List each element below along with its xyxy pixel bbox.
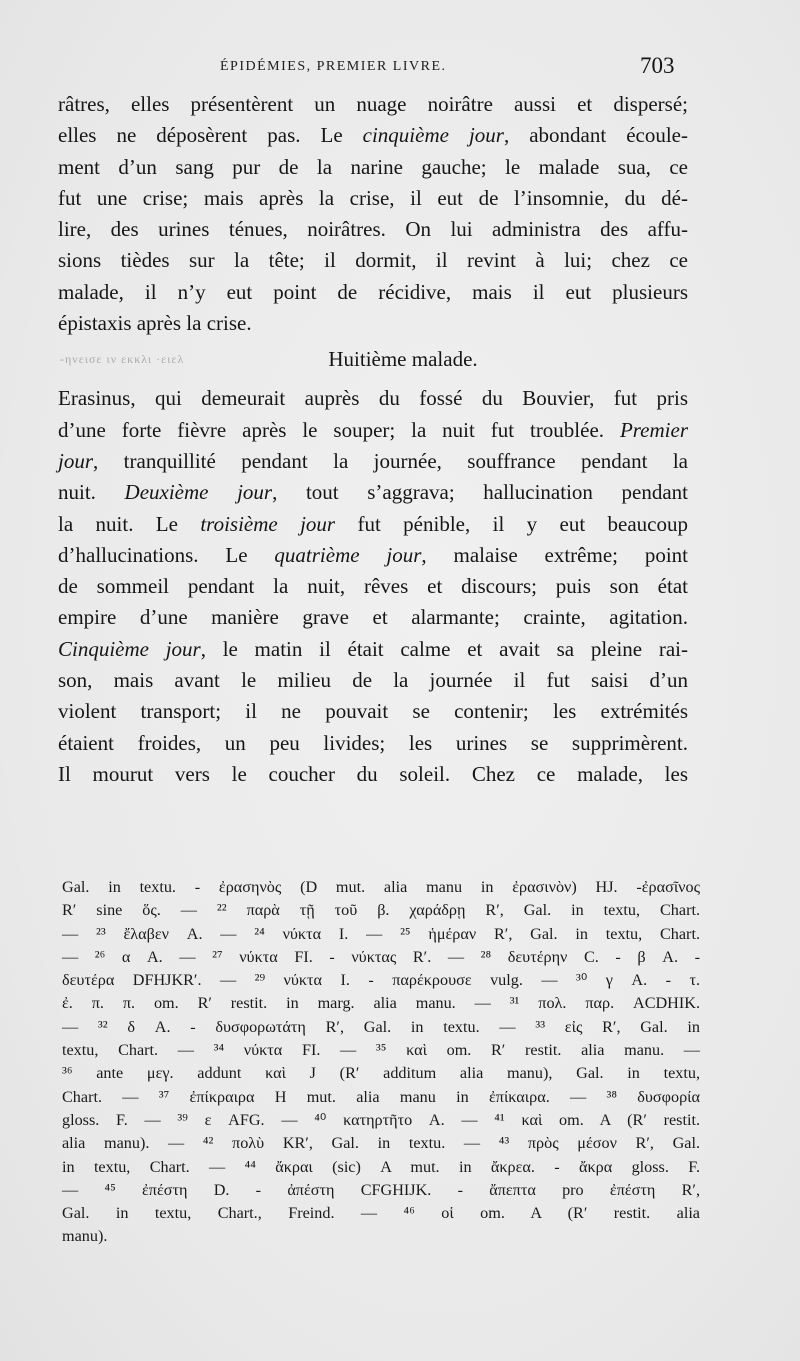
text-line: ment d’un sang pur de la narine gauche; le malade sua, ce xyxy=(58,154,688,179)
text-line: nuit. Deuxième jour, tout s’aggrava; hallucination pendant xyxy=(58,480,688,505)
text-line: épistaxis après la crise. xyxy=(58,311,252,336)
footnote-line: in textu, Chart. — ⁴⁴ ἄκραι (sic) A mut. in ἄκρεα. - ἄκρα gloss. F. xyxy=(62,1157,700,1176)
bleed-through-text: -ηνεισε ιν εκκλι ·ειελ xyxy=(60,352,185,366)
text-line: râtres, elles présentèrent un nuage noirâtre aussi et dispersé; xyxy=(58,92,688,116)
text-line: étaient froides, un peu livides; les urines se supprimèrent. xyxy=(58,730,688,755)
text-line: d’hallucinations. Le quatrième jour, malaise extrême; point xyxy=(58,542,688,567)
running-head xyxy=(0,55,800,81)
footnote-line: manu). xyxy=(62,1227,108,1246)
text-line: elles ne déposèrent pas. Le cinquième jour, abondant écoule- xyxy=(58,123,688,148)
text-line: Erasinus, qui demeurait auprès du fossé du Bouvier, fut pris xyxy=(58,386,688,411)
footnote-line: — ⁴⁵ ἐπέστη D. - ἀπέστη CFGHIJK. - ἄπεπτα pro ἐπέστη R′, xyxy=(62,1180,700,1199)
footnote-line: alia manu). — ⁴² πολὺ KR′, Gal. in textu. — ⁴³ πρὸς μέσον R′, Gal. xyxy=(62,1134,700,1153)
footnote-line: — ³² δ A. - δυσφορωτάτη R′, Gal. in textu. — ³³ εἰς R′, Gal. in xyxy=(62,1017,700,1036)
footnote-line: R′ sine ὅς. — ²² παρὰ τῇ τοῦ β. χαράδρῃ R′, Gal. in textu, Chart. xyxy=(62,901,700,920)
text-line: lire, des urines ténues, noirâtres. On lui administra des affu- xyxy=(58,217,688,242)
footnote-line: Chart. — ³⁷ ἐπίκραιρα H mut. alia manu in ἐπίκαιρα. — ³⁸ δυσφορία xyxy=(62,1087,700,1106)
text-line: jour, tranquillité pendant la journée, souffrance pendant la xyxy=(58,448,688,473)
running-title: ÉPIDÉMIES, PREMIER LIVRE. xyxy=(220,59,447,74)
text-line: malade, il n’y eut point de récidive, mais il eut plusieurs xyxy=(58,279,688,304)
text-line: Il mourut vers le coucher du soleil. Chez ce malade, les xyxy=(58,761,688,786)
footnote-line: Gal. in textu, Chart., Freind. — ⁴⁶ οἱ om. A (R′ restit. alia xyxy=(62,1204,700,1223)
footnote-line: δευτέρα DFHJKR′. — ²⁹ νύκτα I. - παρέκρουσε vulg. — ³⁰ γ A. - τ. xyxy=(62,971,700,990)
text-line: la nuit. Le troisième jour fut pénible, il y eut beaucoup xyxy=(58,511,688,536)
footnote-line: Gal. in textu. - ἐρασηνὸς (D mut. alia manu in ἐρασινὸν) HJ. -ἐρασῖνος xyxy=(62,878,700,896)
footnote-line: gloss. F. — ³⁹ ε AFG. — ⁴⁰ κατηρτῆτο A. — ⁴¹ καὶ om. A (R′ restit. xyxy=(62,1110,700,1129)
text-line: violent transport; il ne pouvait se contenir; les extrémités xyxy=(58,699,688,724)
footnote-line: textu, Chart. — ³⁴ νύκτα FI. — ³⁵ καὶ om. R′ restit. alia manu. — xyxy=(62,1041,700,1060)
footnote-line: ἐ. π. π. om. R′ restit. in marg. alia manu. — ³¹ πολ. παρ. ACDHIK. xyxy=(62,994,700,1013)
footnotes xyxy=(62,876,700,1249)
text-line: sions tièdes sur la tête; il dormit, il revint à lui; chez ce xyxy=(58,248,688,273)
text-line: de sommeil pendant la nuit, rêves et discours; puis son état xyxy=(58,574,688,599)
text-line: son, mais avant le milieu de la journée il fut saisi d’un xyxy=(58,668,688,693)
text-line: Cinquième jour, le matin il était calme et avait sa pleine rai- xyxy=(58,636,688,661)
footnote-line: — ²⁶ α A. — ²⁷ νύκτα FI. - νύκτας R′. — ²⁸ δευτέρην C. - β A. - xyxy=(62,947,700,966)
text-line: fut une crise; mais après la crise, il eut de l’insomnie, du dé- xyxy=(58,185,688,210)
page-number: 703 xyxy=(640,53,675,78)
text-line: empire d’une manière grave et alarmante; crainte, agitation. xyxy=(58,605,688,630)
footnote-line: ³⁶ ante μεγ. addunt καὶ J (R′ additum alia manu), Gal. in textu, xyxy=(62,1064,700,1083)
main-text xyxy=(58,89,688,790)
section-heading: Huitième malade. xyxy=(328,347,478,372)
footnote-line: — ²³ ἔλαβεν A. — ²⁴ νύκτα I. — ²⁵ ἡμέραν R′, Gal. in textu, Chart. xyxy=(62,924,700,943)
text-line: d’une forte fièvre après le souper; la nuit fut troublée. Premier xyxy=(58,417,688,442)
